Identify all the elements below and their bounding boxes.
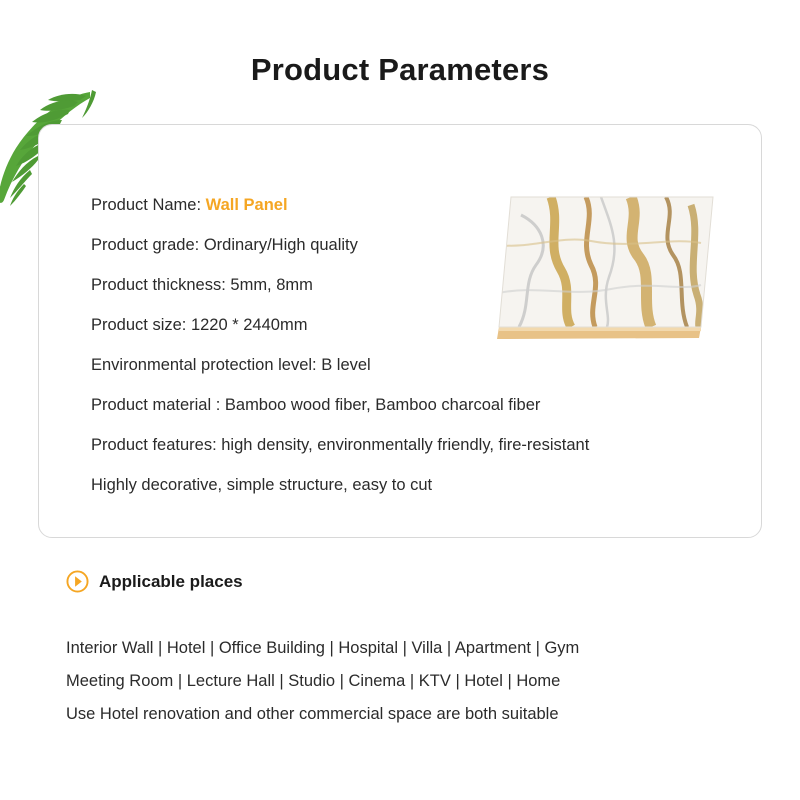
spec-row-material: Product material : Bamboo wood fiber, Bamboo charcoal fiber — [91, 396, 541, 414]
spec-row-size: Product size: 1220 * 2440mm — [91, 316, 308, 334]
spec-row-thickness: Product thickness: 5mm, 8mm — [91, 276, 313, 294]
spec-row-features: Product features: high density, environmentally friendly, fire-resistant — [91, 436, 590, 454]
spec-value-name: Wall Panel — [205, 196, 288, 214]
arrow-circle-right-icon — [66, 570, 89, 593]
places-line-2: Meeting Room | Lecture Hall | Studio | Cinema | KTV | Hotel | Home — [66, 672, 561, 690]
spec-label-name: Product Name: — [91, 196, 206, 214]
page-title: Product Parameters — [250, 52, 550, 87]
spec-row-grade: Product grade: Ordinary/High quality — [91, 236, 358, 254]
places-line-3: Use Hotel renovation and other commercial space are both suitable — [66, 705, 559, 723]
applicable-places-title: Applicable places — [99, 571, 243, 591]
places-line-1: Interior Wall | Hotel | Office Building | Hospital | Villa | Apartment | Gym — [66, 639, 580, 657]
product-spec-card — [38, 124, 762, 538]
spec-row-environmental-level: Environmental protection level: B level — [91, 356, 371, 374]
applicable-places-heading — [66, 570, 243, 593]
spec-row-extra: Highly decorative, simple structure, easy to cut — [91, 476, 433, 494]
product-image — [491, 185, 721, 370]
applicable-places-list — [66, 632, 766, 731]
